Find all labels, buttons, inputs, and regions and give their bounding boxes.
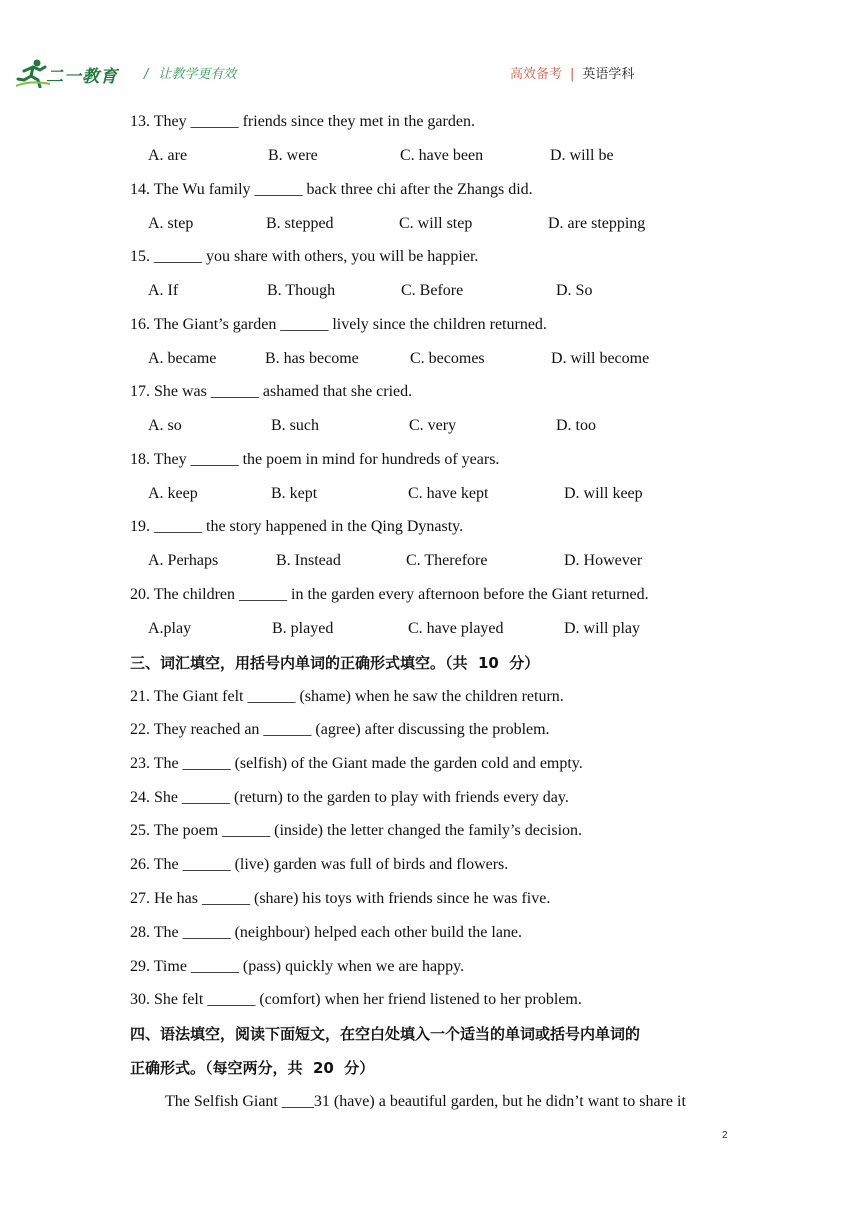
runner-icon (16, 58, 50, 88)
vocab-item: 26. The ______ (live) garden was full of birds and flowers. (130, 856, 509, 873)
option-d: D. are stepping (548, 215, 646, 232)
header-subject-label: 英语学科 (582, 67, 635, 82)
vocab-item: 22. They reached an ______ (agree) after discussing the problem. (130, 721, 550, 738)
question-stem: 15. ______ you share with others, you will be happier. (130, 248, 479, 265)
option-a: A. are (148, 147, 188, 164)
option-b: B. played (272, 620, 334, 637)
option-c: C. have been (400, 147, 484, 164)
option-c: C. have played (408, 620, 504, 637)
question-stem: 20. The children ______ in the garden every afternoon before the Giant returned. (130, 586, 649, 603)
option-a: A. became (148, 350, 217, 367)
option-b: B. such (271, 417, 319, 434)
slogan-text: 让教学更有效 (158, 67, 237, 82)
section-4-title: 四、语法填空，阅读下面短文，在空白处填入一个适当的单词或括号内单词的 (130, 1025, 641, 1043)
option-b: B. were (268, 147, 318, 164)
option-b: B. has become (265, 350, 359, 367)
option-b: B. Though (267, 282, 336, 299)
option-a: A. so (148, 417, 182, 434)
option-a: A.play (148, 620, 192, 637)
option-d: D. too (556, 417, 596, 434)
option-b: B. Instead (276, 552, 341, 569)
page-header (0, 0, 860, 100)
option-a: A. Perhaps (148, 552, 219, 569)
vocab-item: 24. She ______ (return) to the garden to play with friends every day. (130, 789, 569, 806)
header-highlight: 高效备考 (510, 67, 563, 82)
option-c: C. Therefore (406, 552, 488, 569)
vocab-item: 29. Time ______ (pass) quickly when we are happy. (130, 958, 465, 975)
option-b: B. kept (271, 485, 318, 502)
vocab-item: 25. The poem ______ (inside) the letter changed the family’s decision. (130, 822, 583, 839)
option-d: D. will be (550, 147, 614, 164)
option-a: A. step (148, 215, 194, 232)
option-c: C. Before (401, 282, 464, 299)
header-separator: | (570, 67, 575, 82)
page-number: 2 (722, 1130, 728, 1141)
option-a: A. If (148, 282, 179, 299)
passage-text: The Selfish Giant ____31 (have) a beautiful garden, but he didn’t want to share it (165, 1093, 686, 1110)
option-c: C. very (409, 417, 457, 434)
option-c: C. will step (399, 215, 473, 232)
question-stem: 18. They ______ the poem in mind for hundreds of years. (130, 451, 500, 468)
question-stem: 17. She was ______ ashamed that she cried. (130, 383, 413, 400)
vocab-item: 27. He has ______ (share) his toys with friends since he was five. (130, 890, 551, 907)
slogan (144, 63, 236, 82)
section-3-title: 三、词汇填空，用括号内单词的正确形式填空。（共 10 分） (130, 654, 540, 672)
option-d: D. So (556, 282, 593, 299)
option-d: D. will keep (564, 485, 643, 502)
vocab-item: 23. The ______ (selfish) of the Giant made the garden cold and empty. (130, 755, 583, 772)
option-a: A. keep (148, 485, 198, 502)
option-c: C. have kept (408, 485, 489, 502)
option-b: B. stepped (266, 215, 334, 232)
brand-logo (16, 58, 126, 90)
vocab-item: 28. The ______ (neighbour) helped each other build the lane. (130, 924, 523, 941)
logo-text: 二一教育 (46, 67, 118, 87)
option-d: D. However (564, 552, 643, 569)
option-c: C. becomes (410, 350, 485, 367)
slogan-slash: / (144, 67, 149, 82)
question-stem: 16. The Giant’s garden ______ lively since the children returned. (130, 316, 547, 333)
header-subject (510, 63, 634, 82)
vocab-item: 30. She felt ______ (comfort) when her friend listened to her problem. (130, 991, 582, 1008)
section-4-title-cont: 正确形式。（每空两分，共 20 分） (130, 1059, 375, 1077)
question-stem: 13. They ______ friends since they met in the garden. (130, 113, 475, 130)
question-stem: 14. The Wu family ______ back three chi after the Zhangs did. (130, 181, 533, 198)
question-stem: 19. ______ the story happened in the Qing Dynasty. (130, 518, 464, 535)
option-d: D. will become (551, 350, 650, 367)
option-d: D. will play (564, 620, 640, 637)
vocab-item: 21. The Giant felt ______ (shame) when he saw the children return. (130, 688, 564, 705)
